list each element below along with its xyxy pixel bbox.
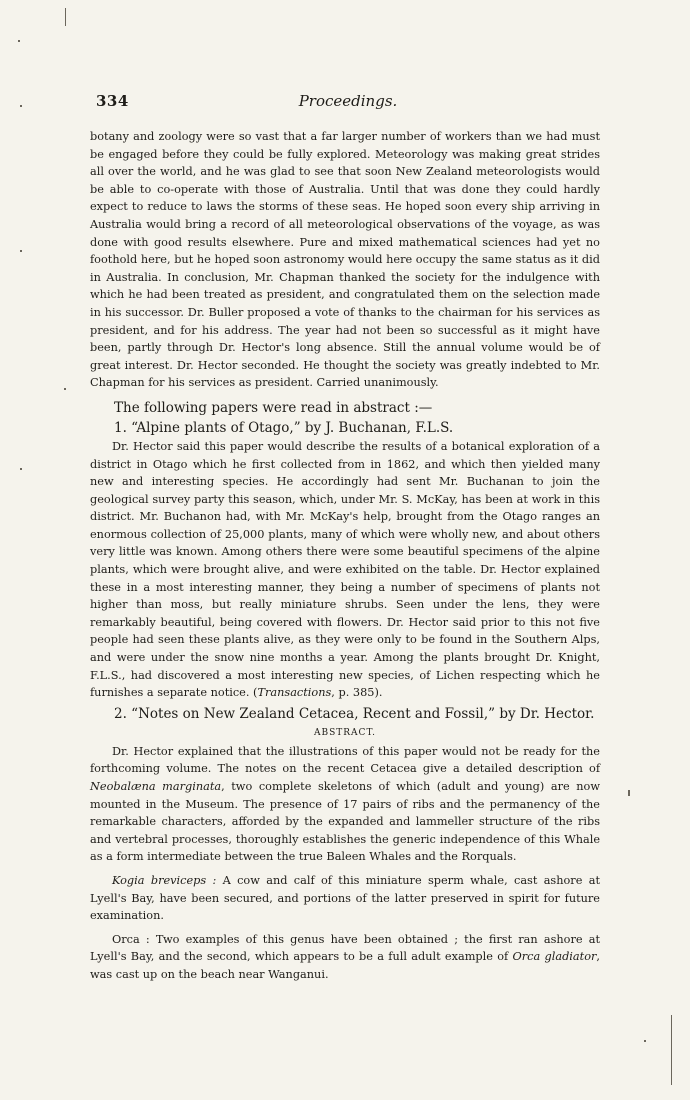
running-head: Proceedings. <box>298 92 398 110</box>
page-header <box>96 92 600 114</box>
paragraph: botany and zoology were so vast that a far larger number of workers than we had must be engaged before they could be fully explored. Meteorology was making great strides all over the world, and he was glad to see that soon New Zealand meteorologists would be able to co-operate with those of Australia. Until that was done they could hardly expect to reduce to laws the storms of these seas. He hoped soon every ship arriving in Australia would bring a record of all meteorological observations of the voyage, as was done with good results elsewhere. Pure and mixed mathematical sciences had yet no foothold here, but he hoped soon astronomy would here occupy the same status as it did in Australia. In conclusion, Mr. Chapman thanked the society for the indulgence with which he had been treated as president, and congratulated them on the selection made in his successor. Dr. Buller proposed a vote of thanks to the chairman for his services as president, and for his address. The year had not been so successful as it might have been, partly through Dr. Hector's long absence. Still the annual volume would be of great interest. Dr. Hector seconded. He thought the society was greatly indebted to Mr. Chapman for his services as president. Carried unanimously. <box>90 130 600 390</box>
paper-title: 1. “Alpine plants of Otago,” by J. Buchanan, F.L.S. <box>114 419 454 436</box>
paragraph: Kogia breviceps : A cow and calf of this miniature sperm whale, cast ashore at Lyell's Bay, have been secured, and portions of the latter preserved in spirit for future examination. <box>90 873 600 923</box>
paragraph: Orca : Two examples of this genus have been obtained ; the first ran ashore at Lyell's Bay, and the second, which appears to be a full adult example of Orca gladiator, was cast up on the beach near Wanganui. <box>90 932 600 981</box>
species-name: Kogia breviceps : <box>112 873 217 887</box>
margin-mark <box>64 388 66 390</box>
abstract-label: ABSTRACT. <box>314 727 376 738</box>
page-body <box>90 128 600 984</box>
species-name: Neobalæna marginata <box>90 780 222 793</box>
margin-mark <box>65 8 66 26</box>
paper-title: 2. “Notes on New Zealand Cetacea, Recent and Fossil,” by Dr. Hector. <box>114 705 595 722</box>
margin-mark <box>671 1015 672 1085</box>
margin-mark <box>20 105 22 107</box>
margin-mark <box>628 790 630 796</box>
paper-text: Dr. Hector said this paper would describe the results of a botanical exploration of a district in Otago which he first collected from in 1862, and which then yielded many new and interesting species. He accordingly had sent Mr. Buchanan to join the geological survey party this season, which, under Mr. S. McKay, has been at work in this district. Mr. Buchanon had, with Mr. McKay's help, brought from the Otago ranges an enormous collection of 25,000 plants, many of which were wholly new, and about others very little was known. Among others there were some beautiful specimens of the alpine plants, which were brought alive, and were exhibited on the table. Dr. Hector explained these in a most interesting manner, they being a number of specimens of plants not higher than moss, but really miniature shrubs. Seen under the lens, they were remarkably beautiful, being covered with flowers. Dr. Hector said prior to this not five people had seen these plants alive, as they were only to be found in the Southern Alps, and were under the snow nine months a year. Among the plants brought Dr. Knight, F.L.S., had discovered a most interesting new species, of Lichen respecting which he furnishes a separate notice. <box>90 439 600 700</box>
paragraph: Dr. Hector explained that the illustrations of this paper would not be ready for the forthcoming volume. The notes on the recent Cetacea give a detailed description of Neobalæna marginata, two complete skeletons of which (adult and young) are now mounted in the Museum. The presence of 17 pairs of ribs and the permanency of the remarkable characters, afforded by the expanded and lammeller structure of the ribs and vertebral processes, thoroughly establishes the generic independence of this Whale as a form intermediate between the true Baleen Whales and the Rorquals. <box>90 744 600 864</box>
journal-reference: Transactions <box>257 686 332 700</box>
page-number: 334 <box>96 92 129 110</box>
lead-in: The following papers were read in abstract :— <box>114 399 433 416</box>
genus-label: Orca : <box>112 932 150 946</box>
margin-mark <box>20 468 22 470</box>
margin-mark <box>20 250 22 252</box>
margin-mark <box>644 1040 646 1042</box>
paper-abstract: Dr. Hector said this paper would describe the results of a botanical exploration of a district in Otago which he first collected from in 1862, and which then yielded many new and interesting species. He accordingly had sent Mr. Buchanan to join the geological survey party this season, which, under Mr. S. McKay, has been at work in this district. Mr. Buchanon had, with Mr. McKay's help, brought from the Otago ranges an enormous collection of 25,000 plants, many of which were wholly new, and about others very little was known. Among others there were some beautiful specimens of the alpine plants, which were brought alive, and were exhibited on the table. Dr. Hector explained these in a most interesting manner, they being a number of specimens of plants not higher than moss, but really miniature shrubs. Seen under the lens, they were remarkably beautiful, being covered with flowers. Dr. Hector said prior to this not five people had seen these plants alive, as they were only to be found in the Southern Alps, and were under the snow nine months a year. Among the plants brought Dr. Knight, F.L.S., had discovered a most interesting new species, of Lichen respecting which he furnishes a separate notice. (Transactions, p. 385). <box>90 439 600 700</box>
margin-mark <box>18 40 20 42</box>
species-name: Orca gladiator <box>512 950 597 964</box>
